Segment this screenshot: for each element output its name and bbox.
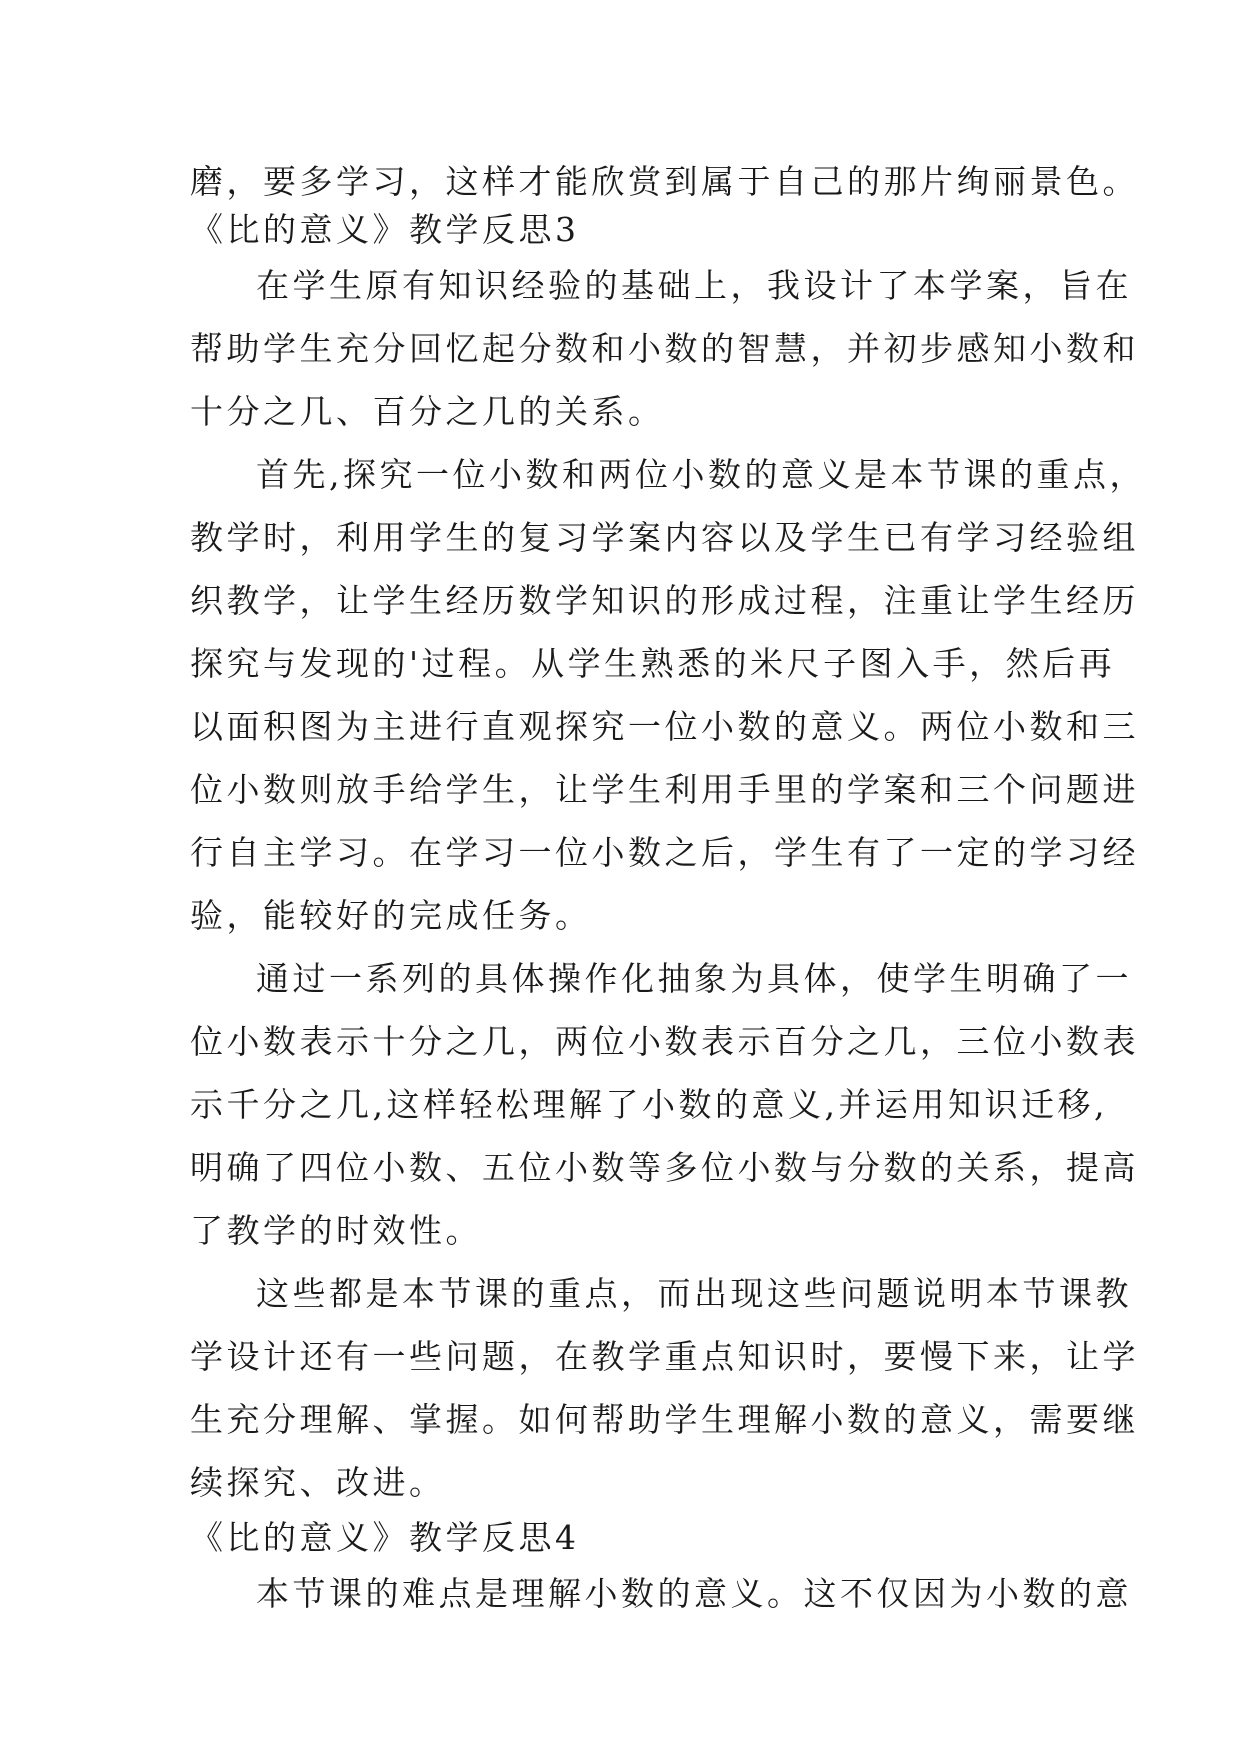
- paragraph-line: 通过一系列的具体操作化抽象为具体，使学生明确了一: [256, 959, 1132, 998]
- paragraph-line: 帮助学生充分回忆起分数和小数的智慧，并初步感知小数和: [190, 329, 1139, 368]
- paragraph-line: 示千分之几,这样轻松理解了小数的意义,并运用知识迁移,: [190, 1085, 1108, 1124]
- section-heading: 《比的意义》教学反思4: [190, 1518, 580, 1557]
- paragraph-line: 这些都是本节课的重点，而出现这些问题说明本节课教: [256, 1274, 1132, 1313]
- paragraph-line: 织教学，让学生经历数学知识的形成过程，注重让学生经历: [190, 581, 1139, 620]
- paragraph-line: 在学生原有知识经验的基础上，我设计了本学案，旨在: [256, 266, 1132, 305]
- document-body: [190, 158, 1146, 1625]
- paragraph-line: 行自主学习。在学习一位小数之后，学生有了一定的学习经: [190, 833, 1139, 872]
- paragraph-line: 磨，要多学习，这样才能欣赏到属于自己的那片绚丽景色。: [190, 162, 1139, 201]
- section-heading: 《比的意义》教学反思3: [190, 210, 580, 249]
- paragraph-line: 生充分理解、掌握。如何帮助学生理解小数的意义，需要继: [190, 1400, 1139, 1439]
- paragraph-line: 明确了四位小数、五位小数等多位小数与分数的关系，提高: [190, 1148, 1139, 1187]
- paragraph-line: 位小数则放手给学生，让学生利用手里的学案和三个问题进: [190, 770, 1139, 809]
- paragraph-line: 以面积图为主进行直观探究一位小数的意义。两位小数和三: [190, 707, 1139, 746]
- paragraph-line: 学设计还有一些问题，在教学重点知识时，要慢下来，让学: [190, 1337, 1139, 1376]
- paragraph-line: 了教学的时效性。: [190, 1211, 482, 1250]
- paragraph-line: 十分之几、百分之几的关系。: [190, 392, 665, 431]
- paragraph-line: 续探究、改进。: [190, 1463, 446, 1502]
- paragraph-line: 探究与发现的'过程。从学生熟悉的米尺子图入手，然后再: [190, 644, 1116, 683]
- paragraph-line: 教学时，利用学生的复习学案内容以及学生已有学习经验组: [190, 518, 1139, 557]
- paragraph-line: 本节课的难点是理解小数的意义。这不仅因为小数的意: [256, 1574, 1132, 1613]
- paragraph-line: 位小数表示十分之几，两位小数表示百分之几，三位小数表: [190, 1022, 1139, 1061]
- paragraph-line: 首先,探究一位小数和两位小数的意义是本节课的重点，: [256, 455, 1146, 494]
- paragraph-line: 验，能较好的完成任务。: [190, 896, 592, 935]
